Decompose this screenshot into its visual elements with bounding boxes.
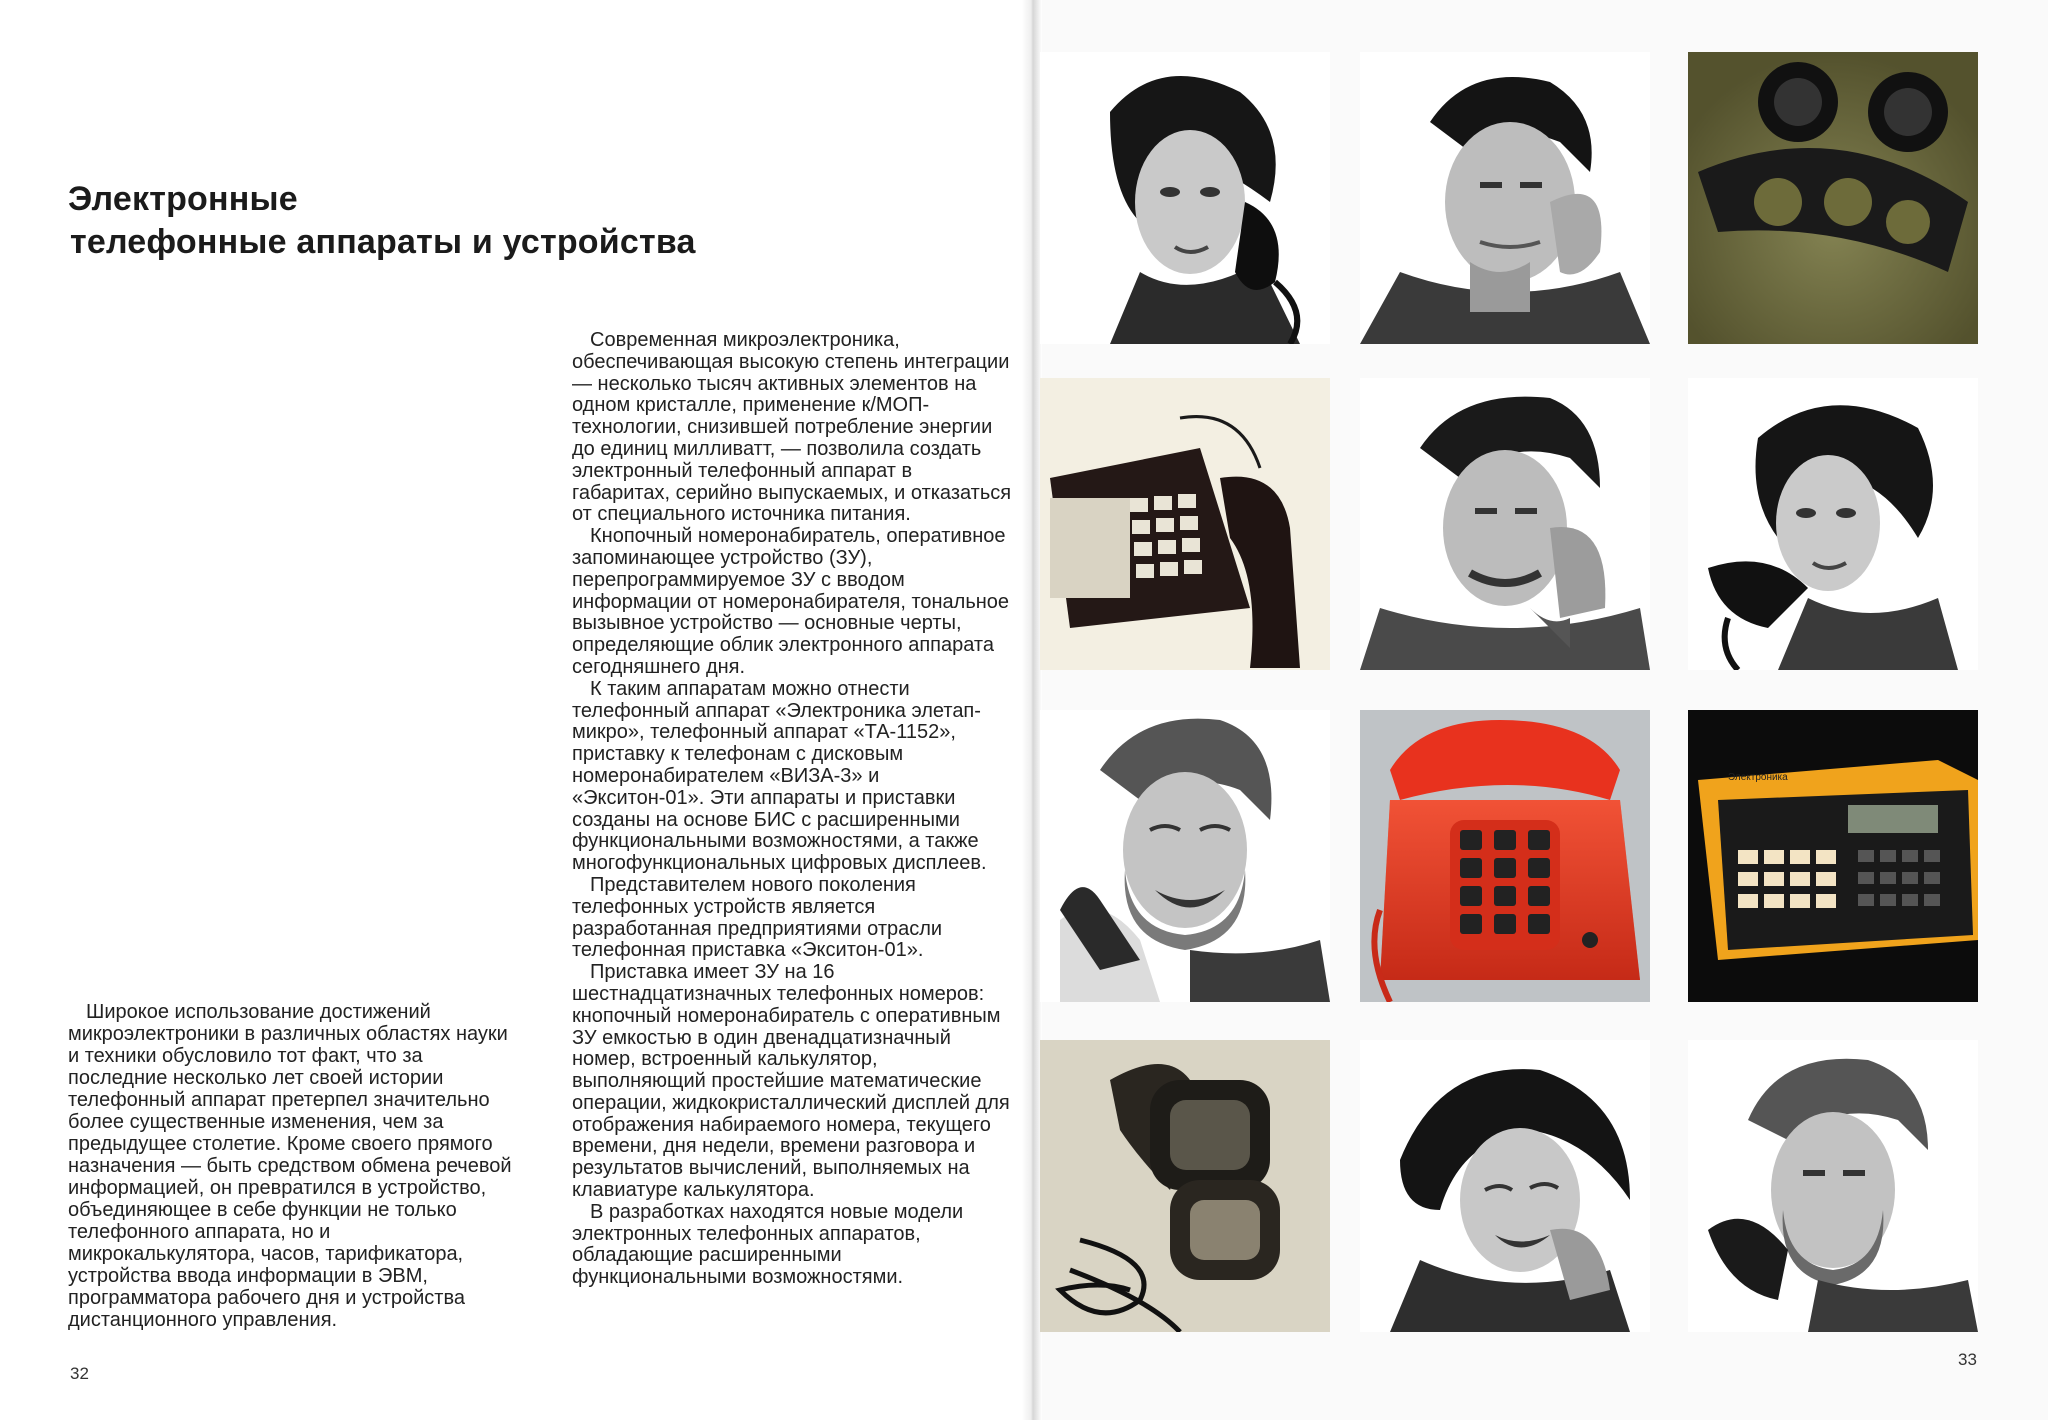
smiling-man-on-phone-photo bbox=[1040, 710, 1330, 1002]
page-title bbox=[68, 178, 888, 264]
title-line-2: телефонные аппараты и устройства bbox=[70, 223, 696, 261]
red-push-button-phone-photo bbox=[1360, 710, 1650, 1002]
body-paragraph: К таким аппаратам можно отнести телефонный аппарат «Электроника элетап-микро», телефонный аппарат «ТА-1152», приставку к телефонам с дисковым номеронабирателем «ВИЗА-3» и «Экситон-01». Эти аппараты и приставки созданы на основе БИС с расширенными функциональными возможностями, а также многофункциональных цифровых дисплеев. bbox=[572, 677, 987, 875]
man-on-phone-photo bbox=[1688, 1040, 1978, 1332]
title-line-1: Электронные bbox=[68, 180, 298, 218]
headset-device-photo bbox=[1040, 1040, 1330, 1332]
body-paragraph: В разработках находятся новые модели электронных телефонных аппаратов, обладающие расширенными функциональными возможностями. bbox=[572, 1200, 964, 1289]
smiling-woman-on-phone-photo bbox=[1360, 1040, 1650, 1332]
body-paragraph: Современная микроэлектроника, обеспечивающая высокую степень интеграции — несколько тысяч активных элементов на одном кристалле, применение к/МОП-технологии, снизившей потребление энергии до единиц милливатт, — позволила создать электронный телефонный аппарат в габаритах, серийно выпускаемых, и отказаться от специального источника питания. bbox=[572, 329, 1012, 526]
dark-push-button-phone-photo bbox=[1040, 378, 1330, 670]
body-text-column bbox=[572, 330, 1012, 1289]
man-on-phone-photo bbox=[1360, 378, 1650, 670]
woman-on-phone-photo bbox=[1688, 378, 1978, 670]
body-paragraph: Представителем нового поколения телефонных устройств является разработанная предприятиями отрасли телефонная приставка «Экситон-01». bbox=[572, 873, 943, 962]
headset-device-photo bbox=[1688, 52, 1978, 344]
body-paragraph: Приставка имеет ЗУ на 16 шестнадцатизначных телефонных номеров: кнопочный номеронабиратель с оперативным ЗУ емкостью в один двенадцатизначный номер, встроенный калькулятор, выполняющий простейшие математические операции, жидкокристаллический дисплей для отображения набираемого номера, текущего времени, дня недели, времени разговора и результатов вычислений, выполняемых на клавиатуре калькулятора. bbox=[572, 961, 1010, 1202]
intro-text bbox=[68, 1001, 520, 1331]
electronic-phone-attachment-photo bbox=[1688, 710, 1978, 1002]
woman-on-phone-photo bbox=[1040, 52, 1330, 344]
page-number-right: 33 bbox=[1958, 1350, 1977, 1369]
page-gutter bbox=[1022, 0, 1042, 1420]
intro-paragraph: Широкое использование достижений микроэлектроники в различных областях науки и техники обусловило тот факт, что за последние несколько лет своей истории телефонный аппарат претерпел значительно более существенные изменения, чем за предыдущее столетие. Кроме своего прямого назначения — быть средством обмена речевой информацией, он превратился в устройство, объединяющее в себе функции не только телефонного аппарата, но и микрокалькулятора, часов, тарификатора, устройства ввода информации в ЭВМ, программатора рабочего дня и устройства дистанционного управления. bbox=[68, 1001, 512, 1331]
device-brand-label: Электроника bbox=[1728, 772, 1788, 783]
page-number-left: 32 bbox=[70, 1364, 89, 1383]
man-on-phone-photo bbox=[1360, 52, 1650, 344]
body-paragraph: Кнопочный номеронабиратель, оперативное запоминающее устройство (ЗУ), перепрограммируемое ЗУ с вводом информации от номеронабирателя, тональное вызывное устройство — основные черты, определяющие облик электронного аппарата сегодняшнего дня. bbox=[572, 525, 1010, 678]
